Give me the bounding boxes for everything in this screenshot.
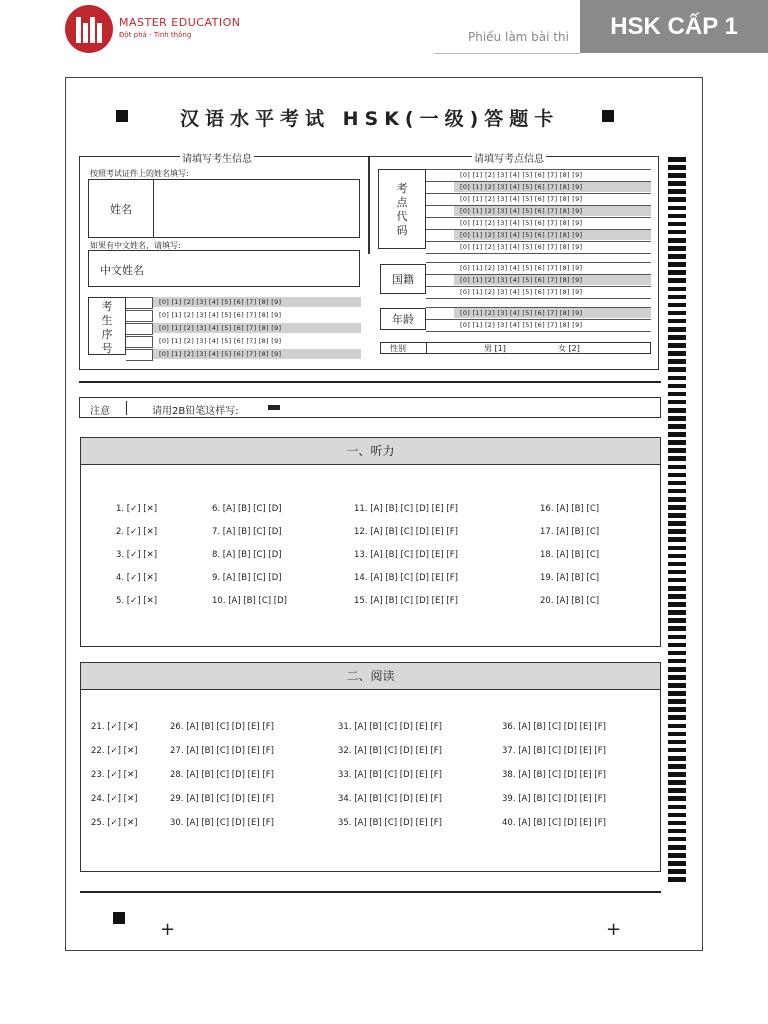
timing-tick: [668, 206, 686, 211]
registration-mark: [116, 110, 128, 122]
site-code-label-box: [378, 169, 426, 249]
timing-tick: [668, 335, 686, 340]
timing-tick: [668, 351, 686, 356]
timing-tick: [668, 319, 686, 324]
timing-tick: [668, 165, 686, 170]
candidate-number-label-box: [88, 297, 126, 355]
digit-row[interactable]: [0] [1] [2] [3] [4] [5] [6] [7] [8] [9]: [460, 219, 583, 227]
brand-logo: [65, 5, 113, 53]
digit-row[interactable]: [0] [1] [2] [3] [4] [5] [6] [7] [8] [9]: [460, 195, 583, 203]
question-item[interactable]: 18. [A] [B] [C]: [540, 550, 600, 560]
listening-heading: 一、听力: [81, 438, 660, 465]
timing-tick: [668, 238, 686, 243]
site-code-char: 码: [396, 224, 408, 237]
timing-tick: [668, 570, 686, 575]
timing-tick: [668, 594, 686, 599]
timing-tick: [668, 683, 686, 688]
candidate-number-grid: [126, 297, 361, 361]
timing-tick: [668, 537, 686, 542]
timing-tick: [668, 197, 686, 202]
timing-tick: [668, 448, 686, 453]
timing-tick: [668, 465, 686, 470]
filled-mark-sample: [268, 405, 280, 410]
question-item[interactable]: 7. [A] [B] [C] [D]: [212, 527, 282, 537]
site-code-char: 点: [396, 196, 408, 209]
question-item[interactable]: 26. [A] [B] [C] [D] [E] [F]: [170, 722, 274, 732]
timing-tick: [668, 359, 686, 364]
candidate-number-char: 序: [101, 328, 113, 341]
timing-tick: [668, 327, 686, 332]
question-item[interactable]: 12. [A] [B] [C] [D] [E] [F]: [354, 527, 458, 537]
digit-row[interactable]: [0] [1] [2] [3] [4] [5] [6] [7] [8] [9]: [454, 275, 651, 285]
timing-tick: [668, 157, 686, 162]
crosshair-mark: +: [160, 919, 176, 940]
timing-tick: [668, 400, 686, 405]
timing-tick: [668, 262, 686, 267]
timing-tick: [668, 837, 686, 842]
timing-tick: [668, 651, 686, 656]
timing-tick: [668, 707, 686, 712]
candidate-number-char: 生: [101, 314, 113, 327]
timing-marks: [668, 157, 686, 885]
timing-tick: [668, 788, 686, 793]
note-text: 请用2B铅笔这样写:: [152, 406, 239, 417]
timing-tick: [668, 740, 686, 745]
chinese-name-label: 中文姓名: [100, 264, 144, 277]
timing-tick: [668, 626, 686, 631]
note-divider: [126, 401, 127, 415]
header-divider: [434, 53, 580, 54]
registration-mark: [113, 912, 125, 924]
timing-tick: [668, 173, 686, 178]
timing-tick: [668, 384, 686, 389]
timing-tick: [668, 270, 686, 275]
timing-tick: [668, 586, 686, 591]
question-item[interactable]: 17. [A] [B] [C]: [540, 527, 600, 537]
timing-tick: [668, 715, 686, 720]
timing-tick: [668, 505, 686, 510]
timing-tick: [668, 230, 686, 235]
timing-tick: [668, 764, 686, 769]
question-item[interactable]: 1. [✓] [✕]: [116, 504, 158, 514]
timing-tick: [668, 813, 686, 818]
page-title: 汉语水平考试 HSK(一级)答题卡: [180, 108, 560, 130]
question-item[interactable]: 21. [✓] [✕]: [91, 722, 138, 732]
question-item[interactable]: 16. [A] [B] [C]: [540, 504, 600, 514]
name-field-divider: [153, 180, 154, 237]
timing-tick: [668, 513, 686, 518]
digit-row[interactable]: [0] [1] [2] [3] [4] [5] [6] [7] [8] [9]: [460, 171, 583, 179]
question-item[interactable]: 28. [A] [B] [C] [D] [E] [F]: [170, 770, 274, 780]
timing-tick: [668, 254, 686, 259]
timing-tick: [668, 189, 686, 194]
question-item[interactable]: 34. [A] [B] [C] [D] [E] [F]: [338, 794, 442, 804]
timing-tick: [668, 489, 686, 494]
timing-tick: [668, 845, 686, 850]
timing-tick: [668, 521, 686, 526]
age-label: 年龄: [380, 308, 426, 330]
brand-name: MASTER EDUCATION: [119, 16, 241, 29]
digit-row[interactable]: [0] [1] [2] [3] [4] [5] [6] [7] [8] [9]: [159, 311, 282, 319]
female-option[interactable]: 女 [2]: [558, 344, 580, 353]
reading-section: [80, 662, 661, 872]
site-code-char: 代: [396, 210, 408, 223]
section-separator: [79, 381, 661, 383]
gender-divider: [426, 342, 427, 354]
timing-tick: [668, 643, 686, 648]
timing-tick: [668, 562, 686, 567]
level-badge: HSK CẤP 1: [580, 0, 768, 53]
timing-tick: [668, 311, 686, 316]
question-item[interactable]: 3. [✓] [✕]: [116, 550, 158, 560]
question-item[interactable]: 35. [A] [B] [C] [D] [E] [F]: [338, 818, 442, 828]
timing-tick: [668, 473, 686, 478]
gender-label: 性别: [390, 344, 406, 353]
age-grid: [426, 307, 651, 332]
info-divider: [368, 156, 370, 254]
timing-tick: [668, 861, 686, 866]
timing-tick: [668, 618, 686, 623]
timing-tick: [668, 667, 686, 672]
candidate-legend: 请填写考生信息: [180, 150, 254, 165]
question-item[interactable]: 29. [A] [B] [C] [D] [E] [F]: [170, 794, 274, 804]
question-item[interactable]: 13. [A] [B] [C] [D] [E] [F]: [354, 550, 458, 560]
timing-tick: [668, 691, 686, 696]
male-option[interactable]: 男 [1]: [484, 344, 506, 353]
digit-row[interactable]: [0] [1] [2] [3] [4] [5] [6] [7] [8] [9]: [460, 243, 583, 251]
timing-tick: [668, 610, 686, 615]
timing-tick: [668, 408, 686, 413]
question-item[interactable]: 10. [A] [B] [C] [D]: [212, 596, 287, 606]
question-item[interactable]: 31. [A] [B] [C] [D] [E] [F]: [338, 722, 442, 732]
timing-tick: [668, 481, 686, 486]
timing-tick: [668, 222, 686, 227]
site-legend: 请填写考点信息: [472, 150, 546, 165]
timing-tick: [668, 578, 686, 583]
digit-row[interactable]: [0] [1] [2] [3] [4] [5] [6] [7] [8] [9]: [159, 337, 282, 345]
timing-tick: [668, 829, 686, 834]
question-item[interactable]: 11. [A] [B] [C] [D] [E] [F]: [354, 504, 458, 514]
question-item[interactable]: 15. [A] [B] [C] [D] [E] [F]: [354, 596, 458, 606]
timing-tick: [668, 780, 686, 785]
timing-tick: [668, 635, 686, 640]
timing-tick: [668, 416, 686, 421]
gender-row: [380, 342, 651, 354]
timing-tick: [668, 748, 686, 753]
registration-mark: [602, 110, 614, 122]
name-label: 姓名: [110, 203, 132, 216]
question-item[interactable]: 8. [A] [B] [C] [D]: [212, 550, 282, 560]
question-item[interactable]: 19. [A] [B] [C]: [540, 573, 600, 583]
timing-tick: [668, 756, 686, 761]
timing-tick: [668, 659, 686, 664]
timing-tick: [668, 529, 686, 534]
question-item[interactable]: 25. [✓] [✕]: [91, 818, 138, 828]
timing-tick: [668, 287, 686, 292]
sheet-label: Phiếu làm bài thi: [468, 30, 569, 44]
timing-tick: [668, 181, 686, 186]
digit-row[interactable]: [0] [1] [2] [3] [4] [5] [6] [7] [8] [9]: [153, 349, 361, 359]
timing-tick: [668, 278, 686, 283]
question-item[interactable]: 23. [✓] [✕]: [91, 770, 138, 780]
digit-row[interactable]: [0] [1] [2] [3] [4] [5] [6] [7] [8] [9]: [460, 321, 583, 329]
timing-tick: [668, 675, 686, 680]
question-item[interactable]: 37. [A] [B] [C] [D] [E] [F]: [502, 746, 606, 756]
timing-tick: [668, 546, 686, 551]
timing-tick: [668, 699, 686, 704]
question-item[interactable]: 39. [A] [B] [C] [D] [E] [F]: [502, 794, 606, 804]
timing-tick: [668, 554, 686, 559]
candidate-number-char: 考: [101, 300, 113, 313]
question-item[interactable]: 36. [A] [B] [C] [D] [E] [F]: [502, 722, 606, 732]
question-item[interactable]: 6. [A] [B] [C] [D]: [212, 504, 282, 514]
timing-tick: [668, 772, 686, 777]
question-item[interactable]: 2. [✓] [✕]: [116, 527, 158, 537]
timing-tick: [668, 732, 686, 737]
timing-tick: [668, 246, 686, 251]
listening-section: [80, 437, 661, 647]
brand-slogan: Đột phá - Tinh thông: [119, 31, 192, 39]
question-item[interactable]: 22. [✓] [✕]: [91, 746, 138, 756]
question-item[interactable]: 5. [✓] [✕]: [116, 596, 158, 606]
question-item[interactable]: 40. [A] [B] [C] [D] [E] [F]: [502, 818, 606, 828]
name-instruction: 按照考试证件上的姓名填写:: [90, 169, 189, 178]
timing-tick: [668, 432, 686, 437]
timing-tick: [668, 796, 686, 801]
question-item[interactable]: 14. [A] [B] [C] [D] [E] [F]: [354, 573, 458, 583]
timing-tick: [668, 456, 686, 461]
question-item[interactable]: 9. [A] [B] [C] [D]: [212, 573, 282, 583]
digit-row[interactable]: [0] [1] [2] [3] [4] [5] [6] [7] [8] [9]: [454, 230, 651, 240]
question-item[interactable]: 27. [A] [B] [C] [D] [E] [F]: [170, 746, 274, 756]
digit-row[interactable]: [0] [1] [2] [3] [4] [5] [6] [7] [8] [9]: [454, 308, 651, 318]
timing-tick: [668, 853, 686, 858]
nationality-label: 国籍: [380, 264, 426, 294]
note-label: 注意: [90, 406, 110, 417]
timing-tick: [668, 602, 686, 607]
timing-tick: [668, 424, 686, 429]
question-item[interactable]: 38. [A] [B] [C] [D] [E] [F]: [502, 770, 606, 780]
timing-tick: [668, 724, 686, 729]
site-code-grid: [426, 169, 651, 254]
question-item[interactable]: 33. [A] [B] [C] [D] [E] [F]: [338, 770, 442, 780]
timing-tick: [668, 440, 686, 445]
timing-tick: [668, 376, 686, 381]
crosshair-mark: +: [606, 919, 622, 940]
digit-row[interactable]: [0] [1] [2] [3] [4] [5] [6] [7] [8] [9]: [460, 288, 583, 296]
digit-row[interactable]: [0] [1] [2] [3] [4] [5] [6] [7] [8] [9]: [454, 182, 651, 192]
timing-tick: [668, 869, 686, 874]
note-box: [79, 397, 661, 418]
nationality-grid: [426, 262, 651, 299]
question-item[interactable]: 30. [A] [B] [C] [D] [E] [F]: [170, 818, 274, 828]
question-item[interactable]: 24. [✓] [✕]: [91, 794, 138, 804]
timing-tick: [668, 392, 686, 397]
timing-tick: [668, 821, 686, 826]
timing-tick: [668, 805, 686, 810]
reading-heading: 二、阅读: [81, 663, 660, 690]
timing-tick: [668, 367, 686, 372]
timing-tick: [668, 343, 686, 348]
site-code-char: 考: [396, 182, 408, 195]
digit-row[interactable]: [0] [1] [2] [3] [4] [5] [6] [7] [8] [9]: [153, 323, 361, 333]
question-item[interactable]: 20. [A] [B] [C]: [540, 596, 600, 606]
timing-tick: [668, 214, 686, 219]
question-item[interactable]: 32. [A] [B] [C] [D] [E] [F]: [338, 746, 442, 756]
timing-tick: [668, 303, 686, 308]
bottom-separator: [80, 891, 661, 893]
candidate-number-char: 号: [101, 342, 113, 355]
digit-row[interactable]: [0] [1] [2] [3] [4] [5] [6] [7] [8] [9]: [460, 264, 583, 272]
question-item[interactable]: 4. [✓] [✕]: [116, 573, 158, 583]
digit-row[interactable]: [0] [1] [2] [3] [4] [5] [6] [7] [8] [9]: [153, 297, 361, 307]
timing-tick: [668, 497, 686, 502]
digit-row[interactable]: [0] [1] [2] [3] [4] [5] [6] [7] [8] [9]: [454, 206, 651, 216]
timing-tick: [668, 877, 686, 882]
chinese-name-instruction: 如果有中文姓名，请填写:: [90, 241, 181, 250]
timing-tick: [668, 295, 686, 300]
